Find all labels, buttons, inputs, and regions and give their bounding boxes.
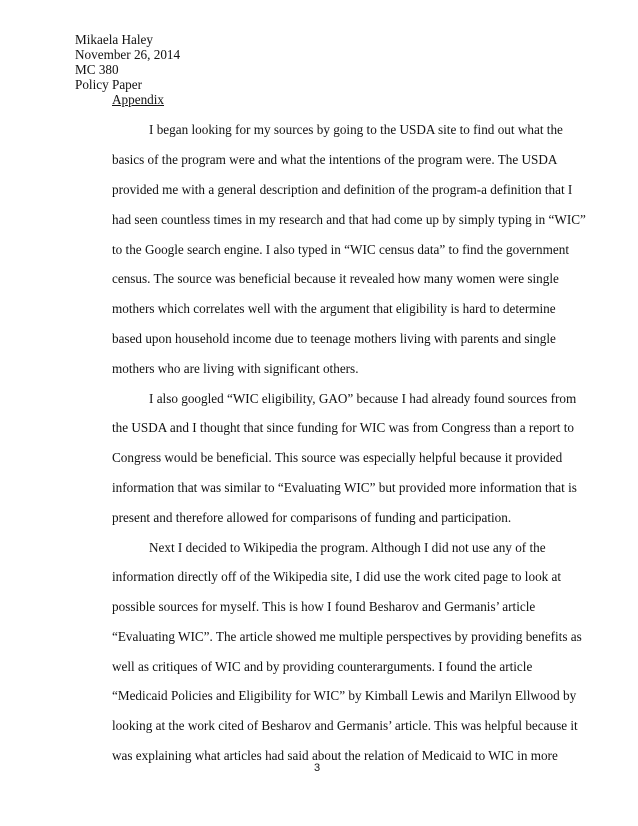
author-name: Mikaela Haley — [75, 32, 153, 47]
section-title: Appendix — [112, 92, 165, 107]
paragraph-1-line: census. The source was beneficial because it revealed how many women were single — [112, 271, 559, 286]
paragraph-2-line: I also googled “WIC eligibility, GAO” because I had already found sources from — [149, 391, 577, 406]
paragraph-2-line: information that was similar to “Evaluating WIC” but provided more information that is — [112, 480, 577, 495]
paragraph-1-line: basics of the program were and what the intentions of the program were. The USDA — [112, 152, 558, 167]
page-number: 3 — [314, 762, 321, 774]
paragraph-3-line: well as critiques of WIC and by providing counterarguments. I found the article — [112, 659, 533, 674]
paragraph-1-line: provided me with a general description and definition of the program-a definition that I — [112, 182, 573, 197]
course-code: MC 380 — [75, 62, 119, 77]
paragraph-2-line: the USDA and I thought that since funding for WIC was from Congress than a report to — [112, 420, 574, 435]
paragraph-3-line: Next I decided to Wikipedia the program. Although I did not use any of the — [149, 540, 546, 555]
paragraph-3-line: looking at the work cited of Besharov and Germanis’ article. This was helpful because it — [112, 718, 578, 733]
paragraph-1-line: based upon household income due to teenage mothers living with parents and single — [112, 331, 556, 346]
paragraph-3-line: information directly off of the Wikipedia site, I did use the work cited page to look at — [112, 569, 562, 584]
paragraph-1-line: had seen countless times in my research and that had come up by simply typing in “WIC” — [112, 212, 586, 227]
document-header — [75, 32, 180, 92]
document-type: Policy Paper — [75, 77, 143, 92]
paragraph-1-line: I began looking for my sources by going to the USDA site to find out what the — [149, 122, 563, 137]
paragraph-3-line: possible sources for myself. This is how I found Besharov and Germanis’ article — [112, 599, 536, 614]
paragraph-2-line: Congress would be beneficial. This source was especially helpful because it provided — [112, 450, 563, 465]
paragraph-3-line: “Medicaid Policies and Eligibility for WIC” by Kimball Lewis and Marilyn Ellwood by — [112, 688, 577, 703]
paragraph-2-line: present and therefore allowed for comparisons of funding and participation. — [112, 510, 512, 525]
paragraph-3-line: was explaining what articles had said about the relation of Medicaid to WIC in more — [112, 748, 558, 763]
document-date: November 26, 2014 — [75, 47, 181, 62]
paragraph-1-line: mothers who are living with significant others. — [112, 361, 359, 376]
paragraph-1-line: mothers which correlates well with the argument that eligibility is hard to determine — [112, 301, 556, 316]
paragraph-3-line: “Evaluating WIC”. The article showed me multiple perspectives by providing benefits as — [112, 629, 582, 644]
paragraph-1-line: to the Google search engine. I also typed in “WIC census data” to find the government — [112, 242, 570, 257]
